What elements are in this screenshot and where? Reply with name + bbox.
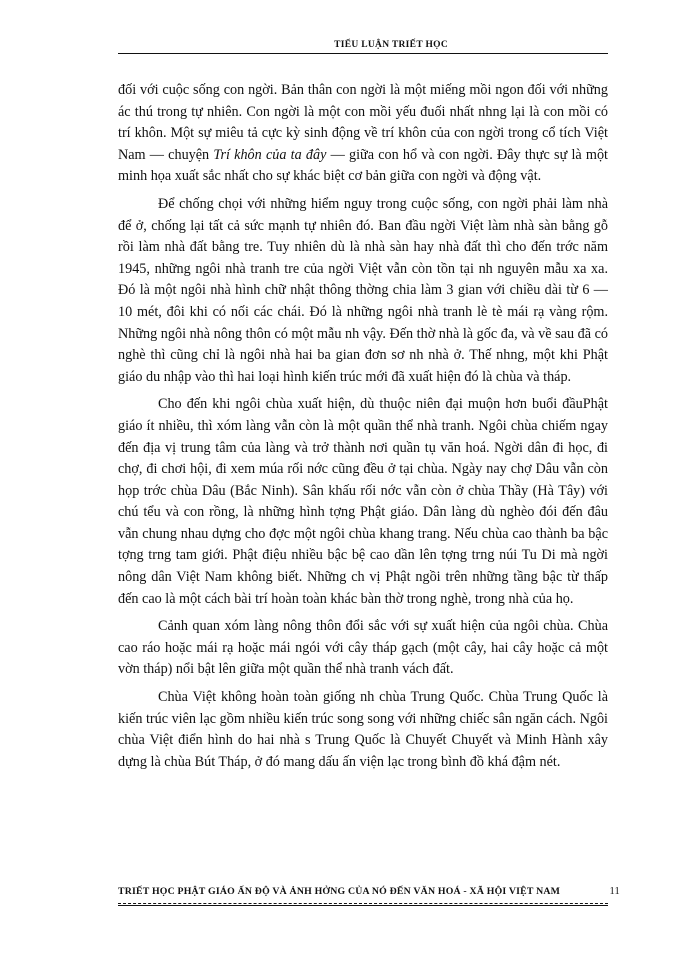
page-header bbox=[118, 40, 608, 50]
header-title: TIỂU LUẬN TRIẾT HỌC bbox=[334, 40, 448, 50]
paragraph-1 bbox=[118, 80, 608, 188]
footer-rule bbox=[118, 903, 608, 904]
paragraph-5: Chùa Việt không hoàn toàn giống nh chùa Trung Quốc. Chùa Trung Quốc là kiến trúc viên lạc gồm nhiều kiến trúc song song với những chiếc sân ngăn cách. Ngôi chùa Việt điển hình do hai nhà s Trung Quốc là Chuyết Chuyết và Minh Hành xây dựng là chùa Bút Tháp, ở đó mang dấu ấn viện lạc trong bình đồ khá đậm nét. bbox=[118, 689, 608, 770]
story-title: Trí khôn của ta đây bbox=[213, 146, 327, 163]
footer-rule-solid bbox=[118, 905, 608, 906]
footer-text: TRIẾT HỌC PHẬT GIÁO ẤN ĐỘ VÀ ẢNH HỞNG CỦA NÓ ĐẾN VĂN HOÁ - XÃ HỘI VIỆT NAM bbox=[118, 886, 561, 897]
page-number: 11 bbox=[609, 886, 620, 897]
paragraph-1-before: đối với cuộc sống con ngời. Bản thân con ngời là một miếng mồi ngon đối với những ác thú trong tự nhiên. Con ngời là một con mồi yếu đuối nhất nhng lại là con mồi có trí khôn. Một sự miêu tả cực kỳ sinh động về trí khôn của con ngời trong cổ tích Việt Nam — chuyện bbox=[118, 82, 608, 163]
paragraph-3: Cho đến khi ngôi chùa xuất hiện, dù thuộc niên đại muộn hơn buổi đầuPhật giáo ít nhiều, thì xóm làng vẫn còn là một quần thể nhà tranh. Ngôi chùa chiếm ngay đến địa vị trung tâm của làng và trở thành nơi quần tụ văn hoá. Ngời dân đi học, đi chợ, đi chơi hội, đi xem múa rối nớc cũng đều ở tại chùa. Ngày nay chợ Dâu vẫn còn họp trớc chùa Dâu (Bắc Ninh). Sân khấu rối nớc vẫn còn ở chùa Thầy (Hà Tây) với chú tểu và con rồng, là những hình tợng Phật giáo. Dân làng dù nghèo đói đến đâu vẫn chung nhau dựng cho đợc một ngôi chùa khang trang. Nếu chùa cao thành ba bậc tợng trng tam giới. Phật điệu nhiều bậc bệ cao dần lên tợng trng núi Tu Di mà ngời nông dân Việt Nam không biết. Những ch vị Phật ngồi trên những tầng bậc từ thấp đến cao là một cách bài trí hoàn toàn khác bàn thờ trong nghè, trong nhà của họ. bbox=[118, 396, 608, 607]
paragraph-2: Để chống chọi với những hiểm nguy trong cuộc sống, con ngời phải làm nhà để ở, chống lại tất cả sức mạnh tự nhiên đó. Ban đầu ngời Việt làm nhà sàn bằng gỗ rồi làm nhà đất bằng tre. Tuy nhiên dù là nhà sàn hay nhà đất thì cho đến trớc năm 1945, những ngôi nhà tranh tre của ngời Việt vẫn còn tồn tại nh nguyên mẫu xa xa. Đó là một ngôi nhà hình chữ nhật thông thờng chia làm 3 gian với chiều dài từ 6 — 10 mét, đôi khi có nối các chái. Đó là những ngôi nhà tranh lè tè mái rạ vàng rộm. Những ngôi nhà nông thôn có một mẫu nh vậy. Đến thờ nhà là gốc đa, và về sau đã có nghè thì cũng chỉ là ngôi nhà hai ba gian đơn sơ nh nhà ở. Thế nhng, một khi Phật giáo du nhập vào thì hai loại hình kiến trúc mới đã xuất hiện đó là chùa và tháp. bbox=[118, 195, 608, 385]
page-footer bbox=[118, 886, 620, 897]
paragraph-4: Cảnh quan xóm làng nông thôn đổi sắc với sự xuất hiện của ngôi chùa. Chùa cao ráo hoặc mái rạ hoặc mái ngói với cây tháp gạch (một cây, hai cây hoặc cả một vờn tháp) nổi bật lên giữa một quần thể nhà tranh vách đất. bbox=[118, 618, 608, 678]
body-text bbox=[118, 80, 608, 779]
header-rule bbox=[118, 53, 608, 54]
paragraph-1-after: — giữa con hổ và con ngời. Đây thực sự là một minh họa xuất sắc nhất cho sự khác biệt cơ bản giữa con ngời và động vật. bbox=[118, 146, 608, 185]
